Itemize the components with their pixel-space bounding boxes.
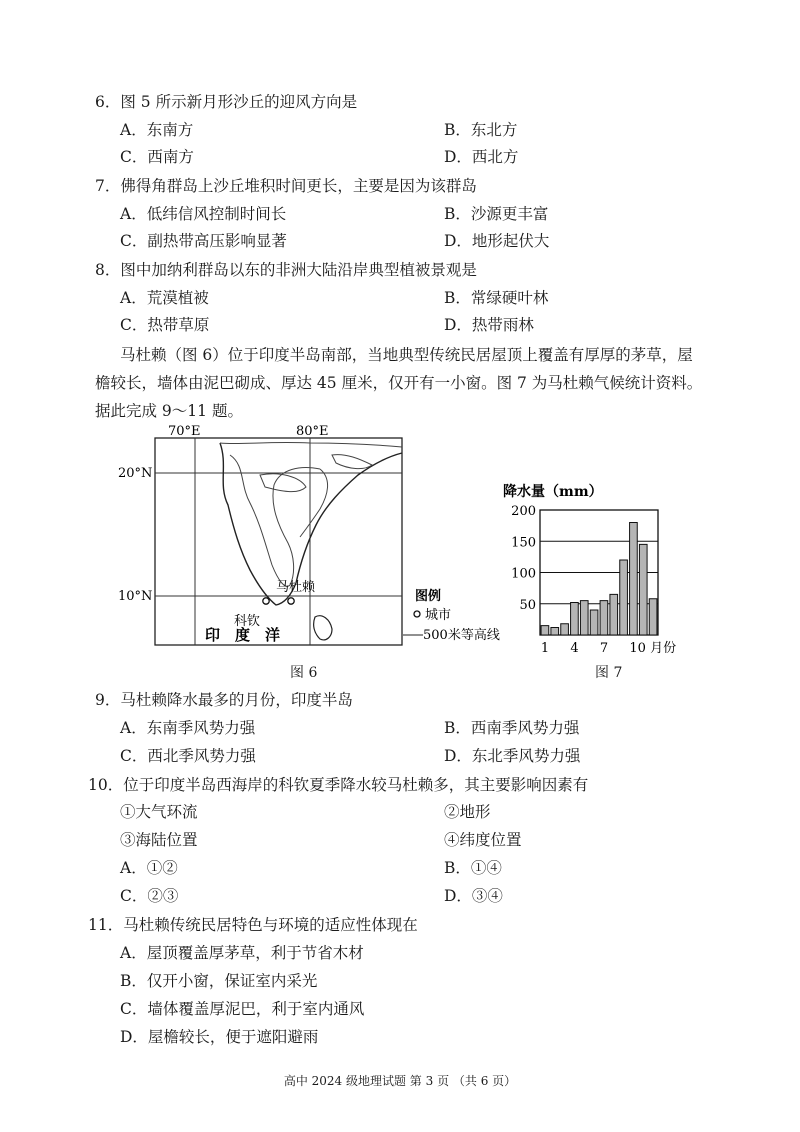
precip-bar-month-11 (639, 544, 647, 635)
q8-option-c[interactable]: C．热带草原 (120, 316, 210, 334)
precip-bar-month-4 (571, 603, 579, 636)
passage-line-3: 据此完成 9～11 题。 (95, 402, 243, 420)
precip-bar-month-9 (620, 560, 628, 635)
q10-item-3: ③海陆位置 (120, 831, 198, 849)
q10-option-c[interactable]: C．②③ (120, 887, 179, 905)
precip-bar-month-1 (541, 626, 549, 635)
q7-option-c[interactable]: C．副热带高压影响显著 (120, 232, 287, 250)
map-frame (155, 438, 402, 645)
q10-stem: 10．位于印度半岛西海岸的科钦夏季降水较马杜赖多，其主要影响因素有 (88, 776, 589, 794)
madurai-label: 马杜赖 (276, 580, 316, 595)
precip-bar-month-10 (630, 523, 638, 636)
y-tick-label: 150 (511, 535, 536, 551)
legend-city-icon (414, 611, 420, 617)
q10-option-a[interactable]: A．①② (120, 859, 178, 877)
lat-20n-label: 20°N (118, 466, 153, 481)
x-tick-label: 10 月份 (629, 641, 677, 656)
q11-option-a[interactable]: A．屋顶覆盖厚茅草，利于节省木材 (120, 944, 364, 962)
q6-option-b[interactable]: B．东北方 (444, 121, 518, 139)
kochi-city-marker (263, 598, 269, 604)
passage-line-2: 檐较长，墙体由泥巴砌成、厚达 45 厘米，仅开有一小窗。图 7 为马杜赖气候统计资料。 (95, 374, 703, 392)
q10-option-b[interactable]: B．①④ (444, 859, 502, 877)
legend-title: 图例 (415, 589, 442, 604)
chart-title: 降水量（mm） (503, 484, 603, 500)
legend-city-label: 城市 (425, 608, 452, 623)
q7-option-b[interactable]: B．沙源更丰富 (444, 205, 549, 223)
passage-line-1: 马杜赖（图 6）位于印度半岛南部，当地典型传统民居屋顶上覆盖有厚厚的茅草，屋 (120, 346, 693, 364)
q7-stem: 7．佛得角群岛上沙丘堆积时间更长，主要是因为该群岛 (95, 177, 477, 195)
precip-bar-month-5 (580, 601, 588, 635)
ocean-label: 印 度 洋 (205, 626, 281, 644)
q10-option-d[interactable]: D．③④ (444, 887, 503, 905)
precip-bar-month-8 (610, 594, 618, 635)
q10-item-1: ①大气环流 (120, 803, 198, 821)
q8-stem: 8．图中加纳利群岛以东的非洲大陆沿岸典型植被景观是 (95, 261, 477, 279)
q11-option-b[interactable]: B．仅开小窗，保证室内采光 (120, 972, 318, 990)
q7-option-a[interactable]: A．低纬信风控制时间长 (120, 205, 287, 223)
q9-option-a[interactable]: A．东南季风势力强 (120, 719, 256, 737)
y-tick-label: 50 (519, 597, 536, 613)
precip-bar-month-2 (551, 628, 559, 636)
kochi-label: 科钦 (234, 614, 261, 629)
q6-option-c[interactable]: C．西南方 (120, 148, 194, 166)
y-tick-label: 200 (511, 504, 536, 519)
q9-option-d[interactable]: D．东北季风势力强 (444, 747, 581, 765)
precip-bar-month-3 (561, 624, 569, 635)
figure-7-precip-chart (495, 478, 685, 663)
x-tick-label: 7 (599, 641, 609, 656)
q9-option-b[interactable]: B．西南季风势力强 (444, 719, 580, 737)
precip-bar-month-7 (600, 601, 608, 635)
page-footer: 高中 2024 级地理试题 第 3 页 （共 6 页） (283, 1074, 517, 1088)
x-tick-label: 4 (570, 641, 579, 656)
q6-option-d[interactable]: D．西北方 (444, 148, 519, 166)
lat-10n-label: 10°N (118, 589, 153, 604)
q10-item-4: ④纬度位置 (444, 831, 522, 849)
figure-6-caption: 图 6 (290, 665, 318, 681)
lon-70e-label: 70°E (168, 425, 201, 439)
q11-option-d[interactable]: D．屋檐较长，便于遮阳避雨 (120, 1028, 319, 1046)
q8-option-b[interactable]: B．常绿硬叶林 (444, 289, 549, 307)
q11-stem: 11．马杜赖传统民居特色与环境的适应性体现在 (88, 916, 418, 934)
q10-item-2: ②地形 (444, 803, 491, 821)
q6-stem: 6．图 5 所示新月形沙丘的迎风方向是 (95, 93, 358, 111)
q8-option-d[interactable]: D．热带雨林 (444, 316, 534, 334)
legend-contour-label: 500米等高线 (423, 628, 500, 643)
q8-option-a[interactable]: A．荒漠植被 (120, 289, 209, 307)
q9-option-c[interactable]: C．西北季风势力强 (120, 747, 256, 765)
q9-stem: 9．马杜赖降水最多的月份，印度半岛 (95, 691, 353, 709)
q7-option-d[interactable]: D．地形起伏大 (444, 232, 550, 250)
figure-7-caption: 图 7 (595, 665, 623, 681)
precip-bar-month-12 (649, 599, 657, 635)
q11-option-c[interactable]: C．墙体覆盖厚泥巴，利于室内通风 (120, 1000, 365, 1018)
lon-80e-label: 80°E (296, 425, 329, 439)
figure-6-map (110, 425, 515, 665)
q6-option-a[interactable]: A．东南方 (120, 121, 194, 139)
y-tick-label: 100 (511, 566, 536, 582)
madurai-city-marker (288, 598, 294, 604)
precip-bar-month-6 (590, 610, 598, 635)
x-tick-label: 1 (540, 641, 550, 656)
